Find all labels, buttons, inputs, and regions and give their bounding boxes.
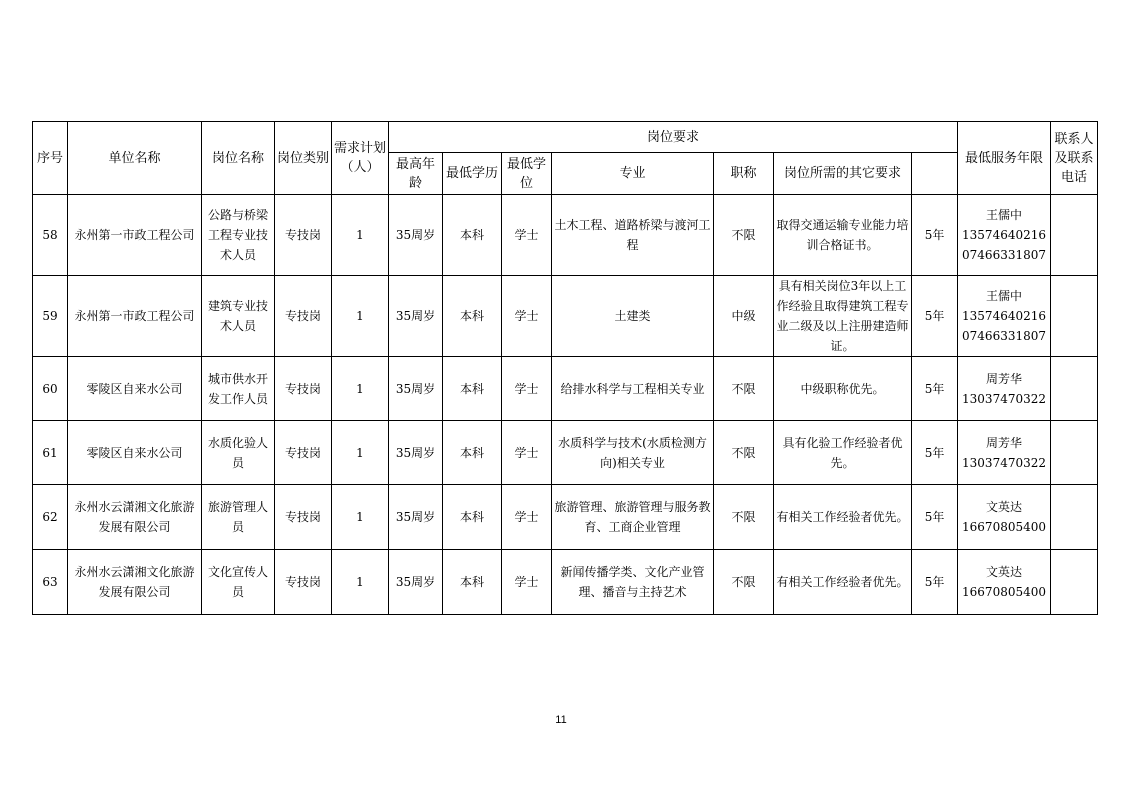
- contact-name: 周芳华: [986, 371, 1023, 386]
- cell-unit: 零陵区自来水公司: [68, 357, 202, 421]
- cell-title: 不限: [714, 421, 774, 485]
- cell-title: 不限: [714, 550, 774, 615]
- cell-min-edu: 本科: [443, 485, 502, 550]
- header-major: 专业: [552, 153, 714, 195]
- cell-min-degree: 学士: [502, 550, 552, 615]
- cell-other: 具有相关岗位3年以上工作经验且取得建筑工程专业二级及以上注册建造师证。: [774, 276, 912, 357]
- cell-min-edu: 本科: [443, 550, 502, 615]
- recruitment-table: [32, 121, 1098, 615]
- cell-position: 文化宣传人员: [202, 550, 275, 615]
- cell-position: 建筑专业技术人员: [202, 276, 275, 357]
- contact-name: 王儒中: [986, 208, 1023, 222]
- cell-seq: 58: [33, 195, 68, 276]
- cell-title: 不限: [714, 357, 774, 421]
- cell-major: 新闻传播学类、文化产业管理、播音与主持艺术: [552, 550, 714, 615]
- cell-min-degree: 学士: [502, 485, 552, 550]
- header-contact: 联系人及联系电话: [1051, 122, 1098, 195]
- cell-min-edu: 本科: [443, 357, 502, 421]
- cell-contact: [958, 195, 1051, 276]
- header-plan: 需求计划（人）: [332, 122, 389, 195]
- cell-service: 5年: [912, 276, 958, 357]
- cell-contact: [958, 550, 1051, 615]
- cell-category: 专技岗: [275, 357, 332, 421]
- cell-max-age: 35周岁: [389, 421, 443, 485]
- cell-contact: [958, 485, 1051, 550]
- cell-major: 土建类: [552, 276, 714, 357]
- cell-other: 有相关工作经验者优先。: [774, 485, 912, 550]
- cell-contact: [958, 421, 1051, 485]
- cell-major: 旅游管理、旅游管理与服务教育、工商企业管理: [552, 485, 714, 550]
- cell-title: 中级: [714, 276, 774, 357]
- cell-title: 不限: [714, 195, 774, 276]
- cell-other: 取得交通运输专业能力培训合格证书。: [774, 195, 912, 276]
- cell-position: 公路与桥梁工程专业技术人员: [202, 195, 275, 276]
- cell-service: 5年: [912, 485, 958, 550]
- cell-plan: 1: [332, 421, 389, 485]
- cell-min-degree: 学士: [502, 195, 552, 276]
- cell-title: 不限: [714, 485, 774, 550]
- cell-major: 给排水科学与工程相关专业: [552, 357, 714, 421]
- cell-category: 专技岗: [275, 550, 332, 615]
- cell-plan: 1: [332, 357, 389, 421]
- table-row: [33, 357, 1098, 421]
- contact-phone: 13037470322: [962, 391, 1047, 406]
- contact-name: 周芳华: [986, 435, 1023, 450]
- cell-remark: [1051, 421, 1098, 485]
- cell-unit: 零陵区自来水公司: [68, 421, 202, 485]
- table-row: [33, 421, 1098, 485]
- cell-remark: [1051, 550, 1098, 615]
- header-row-1: [33, 122, 1098, 153]
- header-unit: 单位名称: [68, 122, 202, 195]
- cell-category: 专技岗: [275, 195, 332, 276]
- contact-phone: 13037470322: [962, 455, 1047, 470]
- cell-remark: [1051, 195, 1098, 276]
- cell-min-degree: 学士: [502, 357, 552, 421]
- cell-position: 旅游管理人员: [202, 485, 275, 550]
- cell-max-age: 35周岁: [389, 357, 443, 421]
- contact-phone: 07466331807: [962, 248, 1047, 262]
- cell-other: 具有化验工作经验者优先。: [774, 421, 912, 485]
- cell-category: 专技岗: [275, 276, 332, 357]
- cell-unit: 永州第一市政工程公司: [68, 195, 202, 276]
- cell-min-degree: 学士: [502, 421, 552, 485]
- cell-remark: [1051, 357, 1098, 421]
- cell-service: 5年: [912, 421, 958, 485]
- cell-max-age: 35周岁: [389, 550, 443, 615]
- table-row: [33, 276, 1098, 357]
- cell-min-edu: 本科: [443, 276, 502, 357]
- cell-service: 5年: [912, 550, 958, 615]
- cell-max-age: 35周岁: [389, 276, 443, 357]
- cell-plan: 1: [332, 485, 389, 550]
- cell-min-edu: 本科: [443, 195, 502, 276]
- cell-plan: 1: [332, 195, 389, 276]
- contact-phone: 16670805400: [962, 520, 1047, 534]
- cell-contact: [958, 357, 1051, 421]
- cell-seq: 61: [33, 421, 68, 485]
- contact-phone: 16670805400: [962, 585, 1047, 599]
- cell-service: 5年: [912, 195, 958, 276]
- cell-category: 专技岗: [275, 421, 332, 485]
- cell-remark: [1051, 276, 1098, 357]
- cell-max-age: 35周岁: [389, 485, 443, 550]
- contact-phone: 07466331807: [962, 329, 1047, 343]
- cell-plan: 1: [332, 276, 389, 357]
- cell-remark: [1051, 485, 1098, 550]
- header-category: 岗位类别: [275, 122, 332, 195]
- cell-other: 中级职称优先。: [774, 357, 912, 421]
- cell-position: 城市供水开发工作人员: [202, 357, 275, 421]
- contact-phone: 13574640216: [962, 228, 1047, 242]
- header-title: 职称: [714, 153, 774, 195]
- header-requirements: 岗位要求: [389, 122, 958, 153]
- cell-category: 专技岗: [275, 485, 332, 550]
- table-row: [33, 485, 1098, 550]
- cell-min-degree: 学士: [502, 276, 552, 357]
- header-seq: 序号: [33, 122, 68, 195]
- contact-name: 王儒中: [986, 289, 1023, 303]
- page-number: 11: [555, 714, 567, 726]
- cell-seq: 62: [33, 485, 68, 550]
- cell-unit: 永州水云潇湘文化旅游发展有限公司: [68, 550, 202, 615]
- cell-major: 土木工程、道路桥梁与渡河工程: [552, 195, 714, 276]
- cell-major: 水质科学与技术(水质检测方向)相关专业: [552, 421, 714, 485]
- header-position: 岗位名称: [202, 122, 275, 195]
- cell-seq: 60: [33, 357, 68, 421]
- cell-unit: 永州水云潇湘文化旅游发展有限公司: [68, 485, 202, 550]
- contact-phone: 13574640216: [962, 309, 1047, 323]
- cell-max-age: 35周岁: [389, 195, 443, 276]
- header-other: 岗位所需的其它要求: [774, 153, 912, 195]
- table-row: [33, 195, 1098, 276]
- cell-seq: 63: [33, 550, 68, 615]
- header-service: 最低服务年限: [958, 122, 1051, 195]
- cell-service: 5年: [912, 357, 958, 421]
- cell-unit: 永州第一市政工程公司: [68, 276, 202, 357]
- header-max-age: 最高年龄: [389, 153, 443, 195]
- cell-contact: [958, 276, 1051, 357]
- cell-other: 有相关工作经验者优先。: [774, 550, 912, 615]
- contact-name: 文英达: [986, 565, 1023, 579]
- cell-plan: 1: [332, 550, 389, 615]
- cell-position: 水质化验人员: [202, 421, 275, 485]
- cell-min-edu: 本科: [443, 421, 502, 485]
- contact-name: 文英达: [986, 500, 1023, 514]
- header-min-degree: 最低学位: [502, 153, 552, 195]
- cell-seq: 59: [33, 276, 68, 357]
- table-row: [33, 550, 1098, 615]
- header-min-edu: 最低学历: [443, 153, 502, 195]
